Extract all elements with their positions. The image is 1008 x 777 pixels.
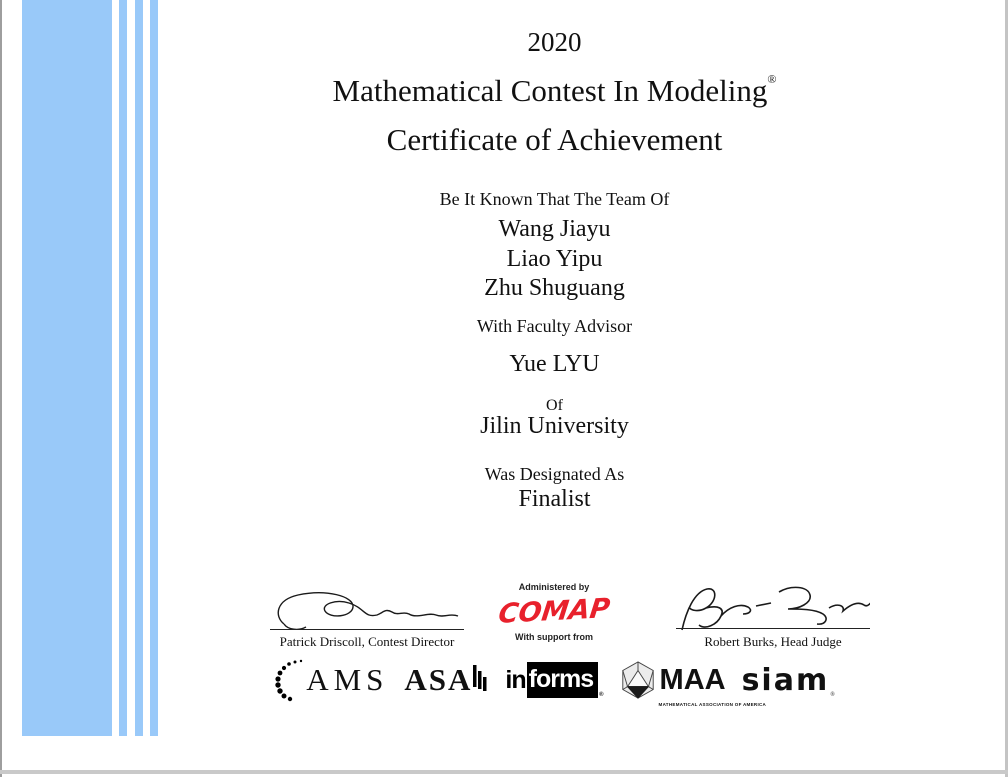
advisor-intro-text: With Faculty Advisor (476, 316, 633, 336)
informs-logo-text-forms: forms (527, 662, 598, 698)
advisor-name: Yue LYU (509, 351, 600, 377)
team-member-name: Zhu Shuguang (484, 275, 625, 301)
page-border-left (0, 0, 2, 777)
informs-logo (505, 662, 602, 698)
maa-caption: MATHEMATICAL ASSOCIATION OF AMERICA (658, 702, 767, 707)
ams-logo-text: AMS (306, 662, 389, 697)
comap-logo: COMAP (496, 593, 612, 630)
maa-logo (619, 660, 767, 707)
siam-logo (742, 663, 835, 698)
asa-bars-icon (473, 663, 489, 697)
team-intro-text: Be It Known That The Team Of (439, 189, 670, 209)
contest-title-text: Mathematical Contest In Modeling (332, 73, 768, 108)
contest-director-caption: Patrick Driscoll, Contest Director (279, 634, 455, 649)
driscoll-signature (268, 586, 464, 630)
team-member-name: Wang Jiayu (498, 216, 611, 242)
designation-intro-text: Was Designated As (484, 464, 625, 484)
team-member-name: Liao Yipu (506, 246, 603, 272)
left-stripe-wide (22, 0, 112, 736)
signature-line-right (676, 628, 870, 629)
contest-title (102, 72, 1007, 109)
of-label: Of (546, 397, 563, 414)
page-border-bottom (0, 770, 1008, 774)
siam-registered-mark: ® (830, 691, 835, 698)
administered-by-label: Administered by (518, 582, 590, 592)
asa-logo-text: ASA (404, 662, 473, 697)
head-judge-caption: Robert Burks, Head Judge (704, 634, 842, 649)
maa-logo-text: MAA (659, 663, 726, 696)
informs-logo-text-in: in (505, 665, 526, 694)
registered-trademark: ® (767, 72, 777, 86)
sponsor-logos-row (102, 658, 1007, 707)
ams-dots-icon (274, 658, 304, 702)
comap-column (495, 582, 613, 642)
signature-line-left (270, 629, 464, 630)
informs-registered-mark: ® (599, 692, 603, 698)
maa-polyhedron-icon (619, 660, 657, 700)
designation: Finalist (518, 486, 591, 512)
asa-logo (404, 662, 489, 698)
support-from-label: With support from (515, 632, 593, 642)
institution-name: Jilin University (480, 413, 629, 439)
contest-year: 2020 (527, 27, 582, 57)
ams-logo (274, 658, 388, 702)
certificate-title: Certificate of Achievement (386, 122, 723, 157)
siam-logo-text: siam (741, 662, 830, 698)
burks-signature (676, 580, 870, 632)
